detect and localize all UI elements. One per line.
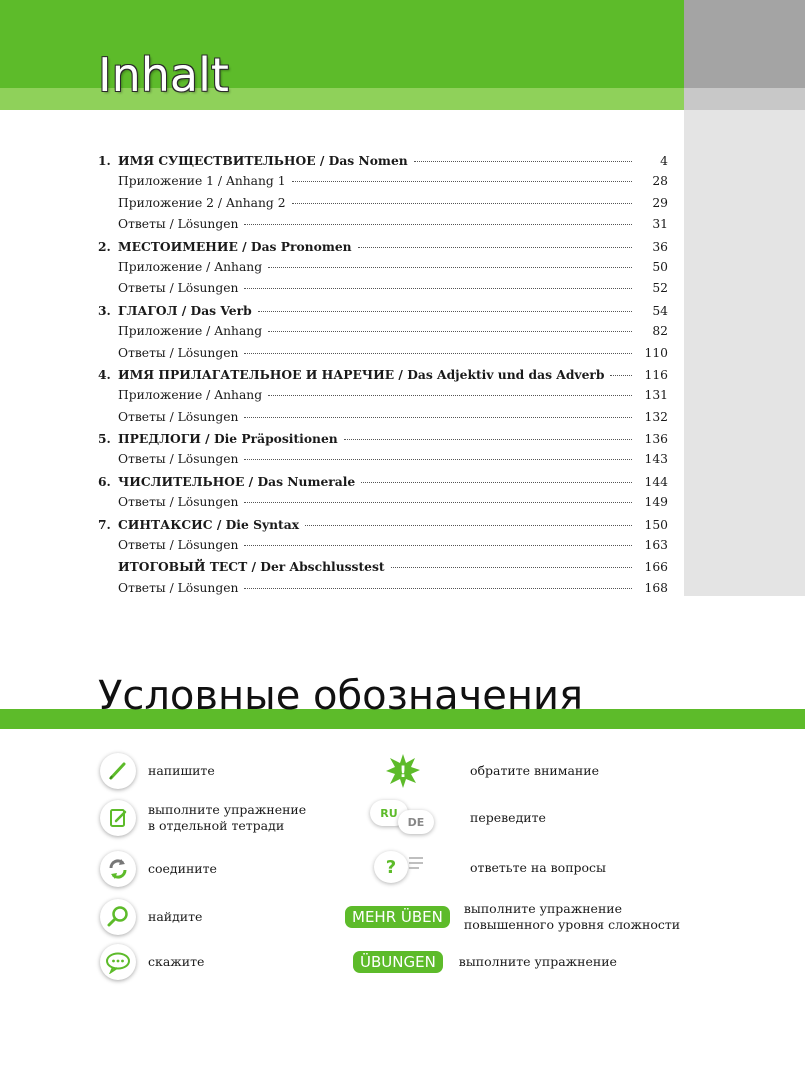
toc-row [98,321,668,342]
toc-number: 5. [98,431,111,447]
toc-label-ru: ГЛАГОЛ [118,302,178,318]
legend-text: найдите [148,909,203,924]
toc-label-ru: ПРЕДЛОГИ [118,431,201,447]
toc-row [98,428,668,449]
toc-leader-dots [244,447,632,460]
toc-page-number: 29 [652,195,668,210]
toc-label-de: Das Pronomen [250,238,352,254]
toc-separator: / [177,302,191,318]
legend-item-say [100,944,204,980]
legend-item-connect [100,851,217,887]
svg-text:!: ! [399,762,407,781]
toc-row [98,300,668,321]
toc-page-number: 52 [652,281,668,296]
toc-leader-dots [244,212,632,225]
toc-label: Ответы / Lösungen [118,538,239,553]
legend-item-answer [374,849,606,887]
exclamation-burst-icon [384,753,422,789]
toc-row [98,193,668,214]
toc-label-ru: ЧИСЛИТЕЛЬНОЕ [118,473,245,489]
toc-page-number: 110 [644,345,668,360]
toc-row [98,407,668,428]
page-title: Inhalt [98,48,229,102]
toc-leader-dots [244,341,632,354]
toc-page-number: 54 [652,303,668,318]
toc-separator: / [394,366,408,382]
toc-label-ru: ИТОГОВЫЙ ТЕСТ [118,559,248,575]
legend-item-uebungen [353,951,617,973]
toc-label-de: Das Adjektiv und das Adverb [407,366,605,382]
legend-item-find [100,899,202,935]
toc-row [98,471,668,492]
toc-number: 7. [98,516,111,532]
toc-leader-dots [391,555,632,568]
toc-row [98,257,668,278]
toc-leader-dots [292,191,632,204]
toc-row [98,214,668,235]
toc-page-number: 36 [652,239,668,254]
legend-text: напишите [148,763,215,778]
side-gray-strip [684,110,805,596]
toc-leader-dots [268,383,632,396]
uebungen-badge: ÜBUNGEN [353,951,443,973]
toc-label-ru: ИМЯ СУЩЕСТВИТЕЛЬНОЕ [118,153,316,168]
toc-label-de: Der Abschlusstest [260,559,385,575]
toc-leader-dots [244,533,632,546]
toc-row [98,150,668,171]
toc-leader-dots [610,363,632,376]
legend-text: выполните упражнение [458,954,617,969]
toc-row [98,343,668,364]
toc-separator: / [200,431,214,447]
toc-leader-dots [358,235,632,248]
toc-page-number: 82 [652,324,668,339]
toc-page-number: 31 [652,217,668,232]
toc-number: 3. [98,302,111,318]
toc-label: Ответы / Lösungen [118,281,239,296]
toc-label-de: Die Präpositionen [213,431,338,447]
toc-leader-dots [344,427,632,440]
toc-page-number: 136 [644,432,668,447]
legend-item-attention [384,753,599,789]
legend-text-line2: повышенного уровня сложности [463,917,681,932]
toc-leader-dots [305,513,632,526]
question-mark: ? [374,851,408,883]
toc-leader-dots [244,405,632,418]
toc-number: 2. [98,238,111,254]
toc-separator: / [212,516,226,532]
toc-page-number: 131 [644,388,668,403]
toc-page-number: 149 [644,495,668,510]
toc-separator: / [244,473,258,489]
toc-label-de: Das Numerale [257,473,356,489]
toc-row [98,449,668,470]
toc-leader-dots [244,576,632,589]
toc-label: Приложение / Anhang [118,259,263,274]
toc-label: Приложение / Anhang [118,324,263,339]
legend-text-line2: в отдельной тетради [148,818,285,833]
legend-text: соедините [148,861,217,876]
toc-separator: / [237,238,251,254]
mehr-ueben-badge: MEHR ÜBEN [345,906,450,928]
legend-item-translate [370,800,546,836]
toc-row [98,535,668,556]
toc-row [98,578,668,599]
toc-label-ru: ИМЯ ПРИЛАГАТЕЛЬНОЕ И НАРЕЧИЕ [118,366,395,382]
toc-row [98,514,668,535]
ru-de-bubbles-icon [370,800,436,836]
toc-row [98,556,668,577]
toc-page-number: 166 [644,560,668,575]
magnifier-icon [100,899,136,935]
toc-label-de: Das Nomen [328,153,408,168]
legend-item-mehr-ueben [345,901,680,933]
toc-page-number: 163 [644,538,668,553]
legend-text-line1: выполните упражнение [463,901,623,916]
legend-text-block [148,802,306,834]
toc-label: Ответы / Lösungen [118,495,239,510]
pencil-icon [100,753,136,789]
de-bubble: DE [398,810,434,834]
legend-text: обратите внимание [470,763,599,778]
toc-leader-dots [292,169,632,182]
toc-leader-dots [244,490,632,503]
toc-leader-dots [361,470,632,483]
toc-leader-dots [414,149,632,162]
toc-row [98,364,668,385]
table-of-contents [98,150,668,599]
speech-bubble-icon [100,944,136,980]
toc-label: Приложение / Anhang [118,388,263,403]
legend-text: переведите [470,810,546,825]
toc-row [98,492,668,513]
toc-number: 6. [98,473,111,489]
toc-page-number: 4 [660,154,668,168]
toc-separator: / [247,559,261,575]
legend-text-block [464,901,680,933]
toc-label: Ответы / Lösungen [118,217,239,232]
legend-title: Условные обозначения [98,673,584,719]
ru-bubble: RU [370,800,408,826]
legend-text: ответьте на вопросы [470,860,607,875]
header-gray-block [684,0,805,88]
toc-page-number: 116 [644,367,668,382]
question-bubble-icon [374,849,434,887]
legend-text: скажите [148,954,205,969]
legend-item-notebook [100,800,306,836]
notebook-pencil-icon [100,800,136,836]
toc-label: Ответы / Lösungen [118,580,239,595]
toc-label-de: Die Syntax [225,516,300,532]
toc-leader-dots [268,319,632,332]
toc-page-number: 143 [644,452,668,467]
toc-page-number: 150 [644,517,668,532]
toc-label: Ответы / Lösungen [118,345,239,360]
toc-label [118,300,252,322]
toc-label: Приложение 1 / Anhang 1 [118,174,286,189]
toc-label-ru: СИНТАКСИС [118,516,213,532]
toc-leader-dots [268,255,632,268]
toc-number: 1. [98,153,111,168]
toc-page-number: 168 [644,580,668,595]
toc-page-number: 28 [652,174,668,189]
toc-separator: / [315,153,329,168]
toc-label-ru: МЕСТОИМЕНИЕ [118,238,238,254]
toc-leader-dots [258,299,632,312]
toc-leader-dots [244,276,632,289]
toc-label: Ответы / Lösungen [118,409,239,424]
header-gray-block-light [684,88,805,110]
toc-page-number: 132 [644,409,668,424]
toc-row [98,236,668,257]
toc-label: Приложение 2 / Anhang 2 [118,195,286,210]
arrows-cycle-icon [100,851,136,887]
toc-row [98,385,668,406]
toc-page-number: 144 [644,474,668,489]
toc-label: Ответы / Lösungen [118,452,239,467]
toc-row [98,171,668,192]
toc-label-de: Das Verb [190,302,252,318]
toc-number: 4. [98,366,111,382]
legend-item-write [100,753,215,789]
toc-row [98,278,668,299]
toc-page-number: 50 [652,259,668,274]
legend-text-line1: выполните упражнение [148,802,307,817]
